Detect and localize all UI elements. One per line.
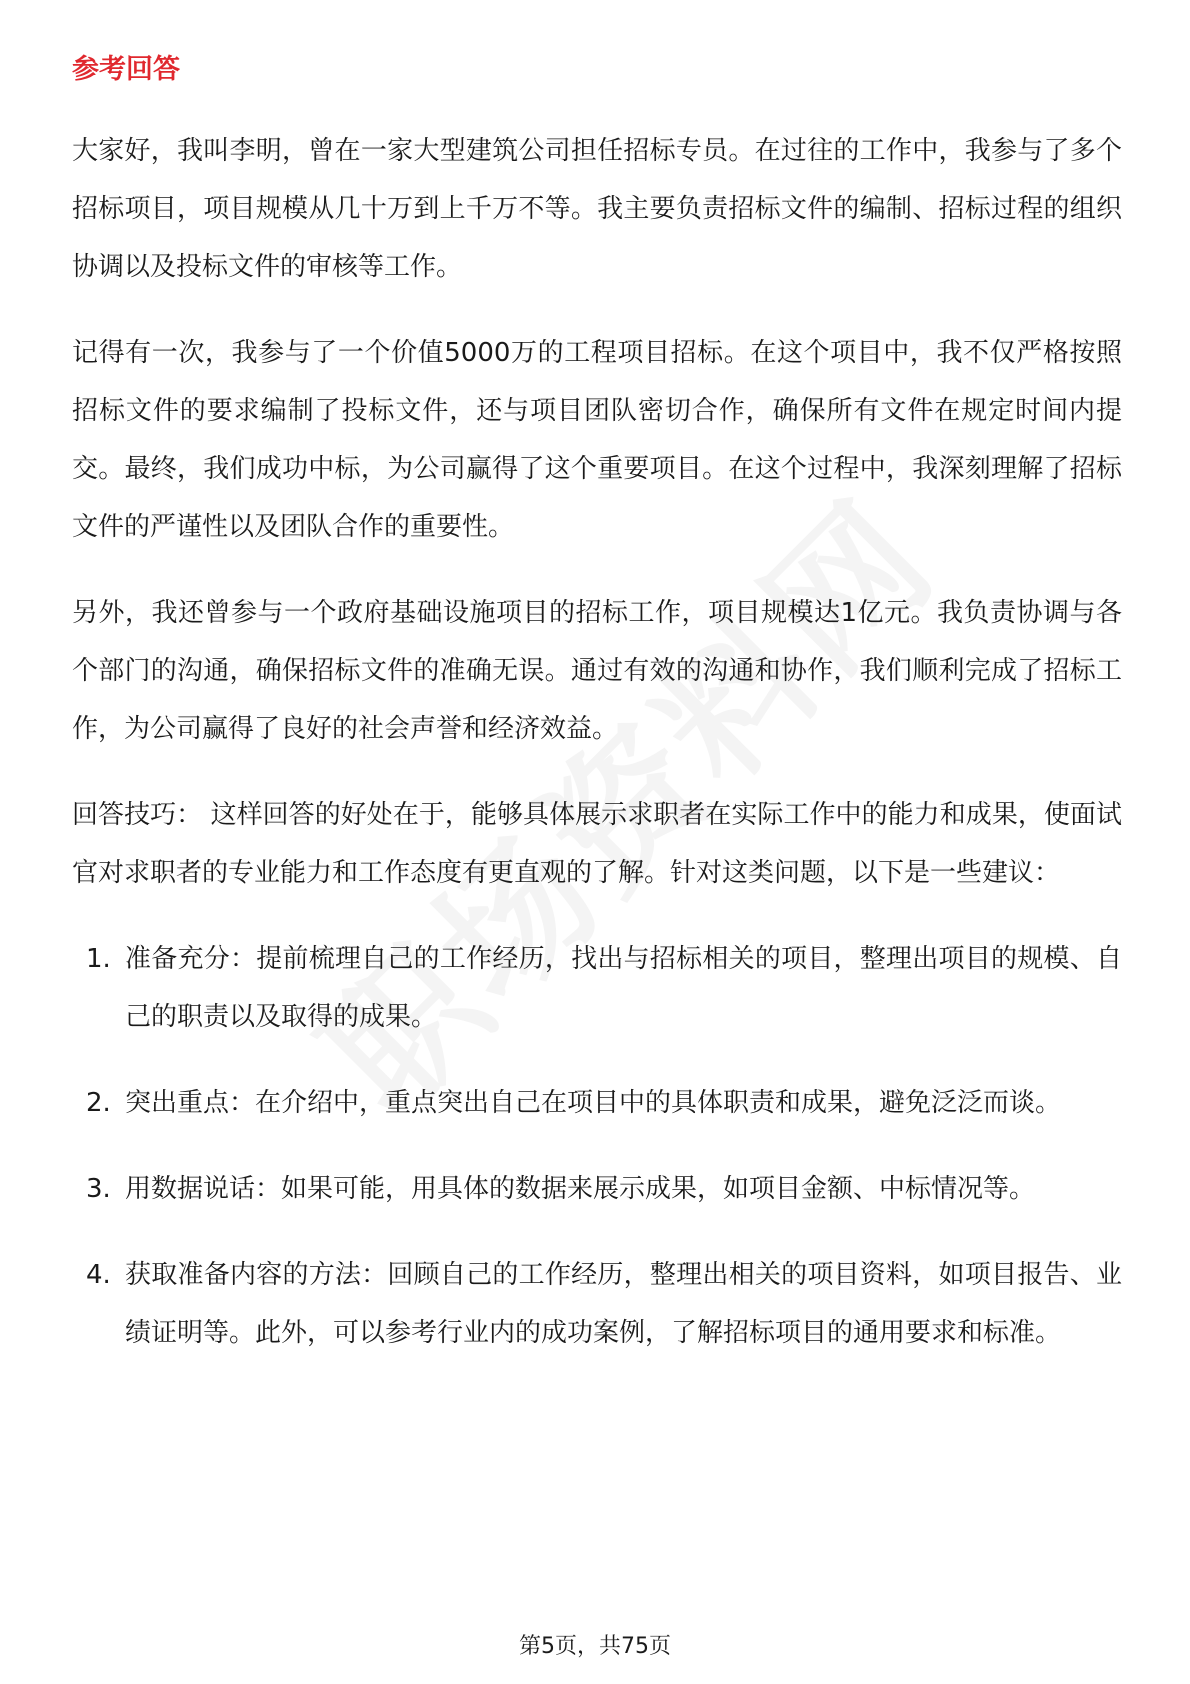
list-item <box>72 1246 1122 1362</box>
list-item-number: 1. <box>86 944 111 974</box>
list-item <box>72 1160 1122 1218</box>
list-item-text: 获取准备内容的方法：回顾自己的工作经历，整理出相关的项目资料，如项目报告、业绩证明等。此外，可以参考行业内的成功案例，了解招标项目的通用要求和标准。 <box>125 1260 1122 1348</box>
list-item <box>72 930 1122 1046</box>
list-item-text: 用数据说话：如果可能，用具体的数据来展示成果，如项目金额、中标情况等。 <box>125 1174 1036 1204</box>
paragraph-project-government: 另外，我还曾参与一个政府基础设施项目的招标工作，项目规模达1亿元。我负责协调与各个部门的沟通，确保招标文件的准确无误。通过有效的沟通和协作，我们顺利完成了招标工作，为公司赢得了良好的社会声誉和经济效益。 <box>72 598 1122 744</box>
tips-list <box>72 930 1122 1362</box>
list-item-number: 4. <box>86 1260 111 1290</box>
paragraph-intro: 大家好，我叫李明，曾在一家大型建筑公司担任招标专员。在过往的工作中，我参与了多个招标项目，项目规模从几十万到上千万不等。我主要负责招标文件的编制、招标过程的组织协调以及投标文件的审核等工作。 <box>72 136 1122 282</box>
list-item-text: 突出重点：在介绍中，重点突出自己在项目中的具体职责和成果，避免泛泛而谈。 <box>125 1088 1062 1118</box>
page-number-footer: 第5页，共75页 <box>519 1634 671 1659</box>
paragraph-project-5000w: 记得有一次，我参与了一个价值5000万的工程项目招标。在这个项目中，我不仅严格按照招标文件的要求编制了投标文件，还与项目团队密切合作，确保所有文件在规定时间内提交。最终，我们成功中标，为公司赢得了这个重要项目。在这个过程中，我深刻理解了招标文件的严谨性以及团队合作的重要性。 <box>72 338 1122 542</box>
paragraph-answer-tips: 回答技巧： 这样回答的好处在于，能够具体展示求职者在实际工作中的能力和成果，使面试官对求职者的专业能力和工作态度有更直观的了解。针对这类问题，以下是一些建议： <box>72 800 1122 888</box>
section-title: 参考回答 <box>72 54 180 85</box>
list-item-number: 3. <box>86 1174 111 1204</box>
list-item-number: 2. <box>86 1088 111 1118</box>
list-item-text: 准备充分：提前梳理自己的工作经历，找出与招标相关的项目，整理出项目的规模、自己的职责以及取得的成果。 <box>125 944 1122 1032</box>
list-item <box>72 1074 1122 1132</box>
page-content <box>72 50 1122 1390</box>
